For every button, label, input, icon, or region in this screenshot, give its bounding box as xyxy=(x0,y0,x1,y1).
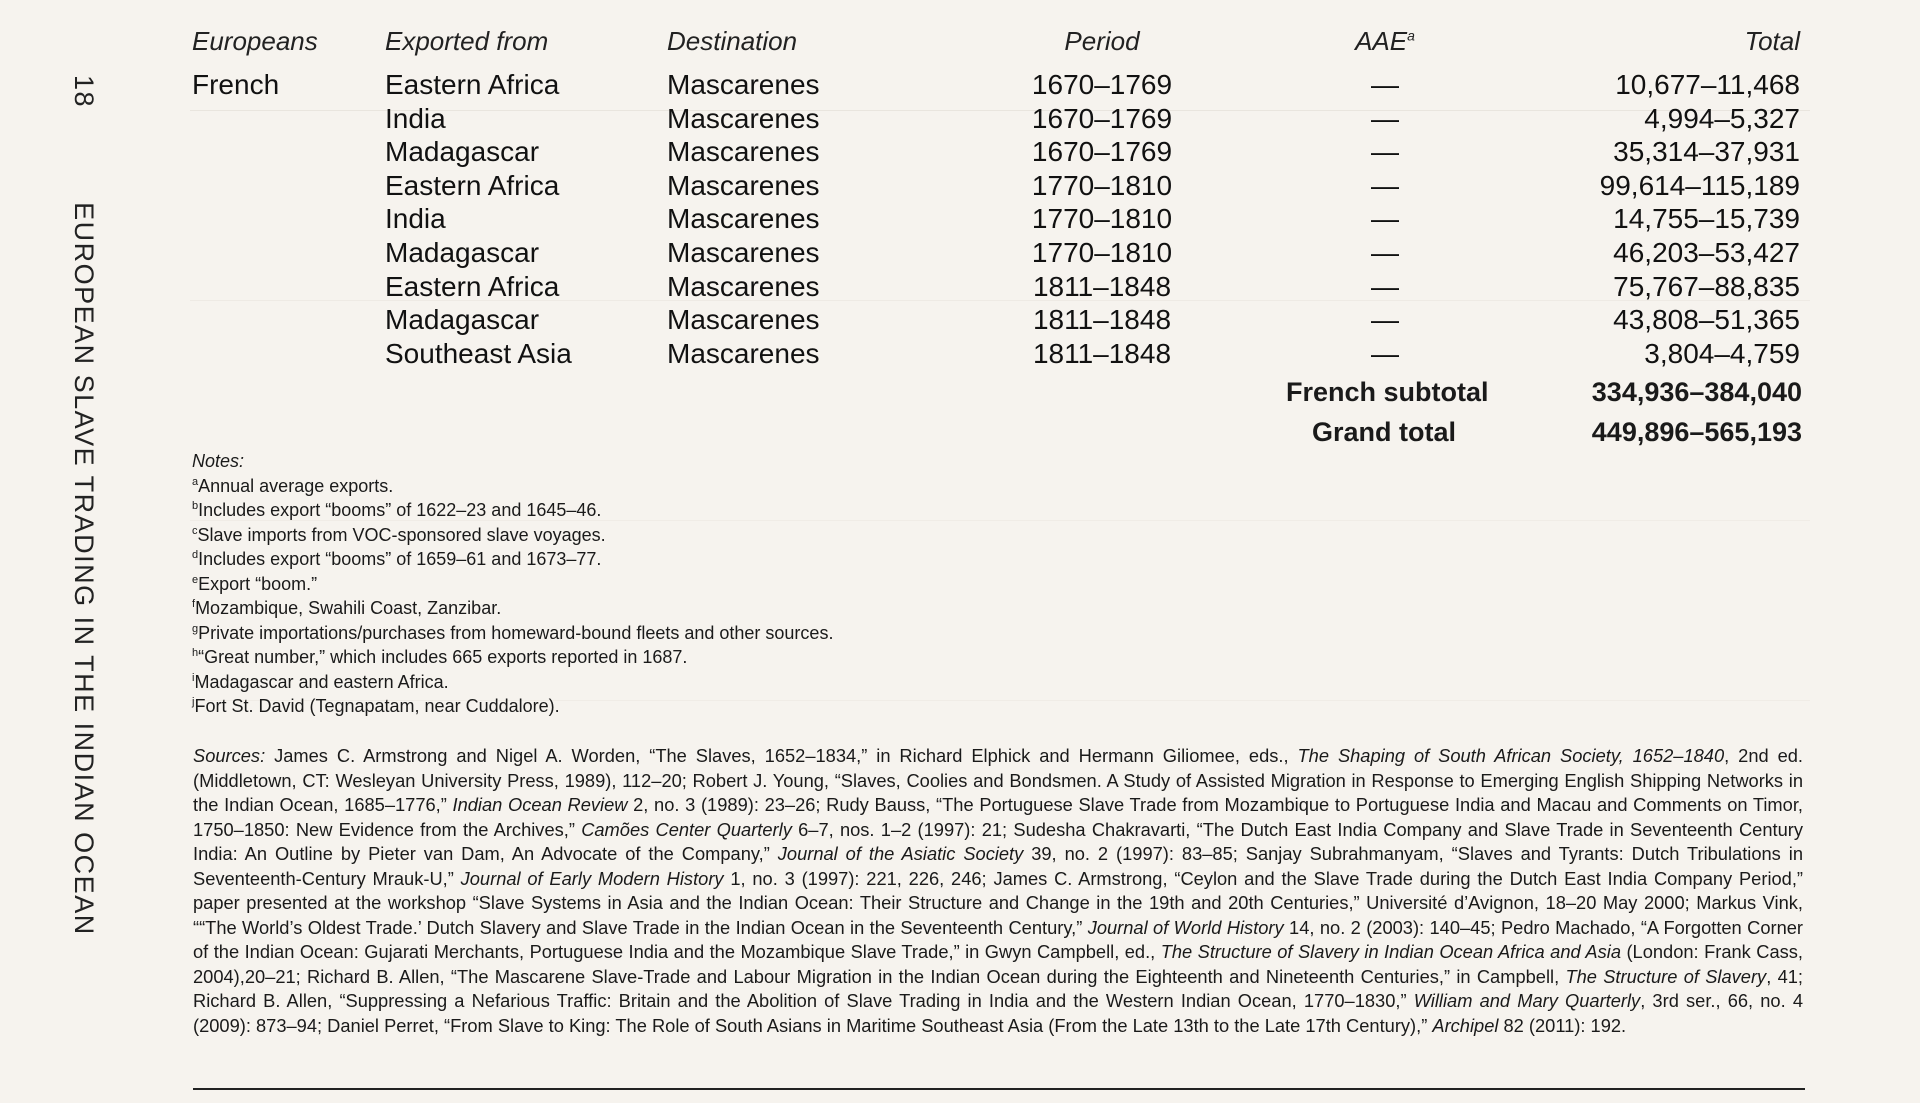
cell-total: 43,808–51,365 xyxy=(1613,304,1800,336)
cell-exported-from: Eastern Africa xyxy=(385,69,560,100)
sources-text xyxy=(193,745,1803,1036)
cell-period: 1670–1769 xyxy=(1031,69,1173,100)
note-text: Annual average exports. xyxy=(198,475,394,496)
bottom-rule xyxy=(193,1088,1805,1090)
cell-destination: Mascarenes xyxy=(667,304,820,336)
source-text: 14, no. 2 (2003): 140–45; Pedro Machado, “A Forgotten Corner of the Indian Ocean: Gujarati Merchants, Portuguese India and the Mozambique Slave Trade,” in Gwyn Campbell, ed., xyxy=(193,916,1803,962)
cell-destination: Mascarenes xyxy=(667,102,820,134)
header-exported-from: Exported from xyxy=(385,26,549,56)
cell-aae: — xyxy=(1371,69,1399,100)
note-item xyxy=(192,694,833,719)
page-number: 18 xyxy=(69,75,99,109)
cell-period: 1811–1848 xyxy=(1032,270,1172,302)
cell-aae: — xyxy=(1371,337,1399,369)
note-mark: i xyxy=(192,671,195,684)
note-mark: g xyxy=(192,622,199,635)
source-text: , 41; Richard B. Allen, “Suppressing a Nefarious Traffic: Britain and the Abolition of Slave Trading in India and the Western Indian Ocean, 1770–1830,” xyxy=(193,965,1803,1011)
cell-exported-from: Madagascar xyxy=(385,237,540,268)
cell-total: 10,677–11,468 xyxy=(1615,69,1800,100)
note-text: “Great number,” which includes 665 exports reported in 1687. xyxy=(198,647,688,667)
note-text: Includes export “booms” of 1659–61 and 1673–77. xyxy=(198,549,602,569)
source-text: (London: Frank Cass, 2004),20–21; Richard B. Allen, “The Mascarene Slave-Trade and Labour Migration in the Indian Ocean during the Eighteenth and Nineteenth Centuries,” in Campbell, xyxy=(193,941,1803,987)
note-mark: j xyxy=(192,696,195,708)
cell-exported-from: Eastern Africa xyxy=(385,270,560,302)
header-destination: Destination xyxy=(667,26,798,56)
cell-period: 1670–1769 xyxy=(1031,136,1173,168)
note-mark: a xyxy=(192,475,199,488)
source-title: The Structure of Slavery xyxy=(1565,965,1767,987)
header-aae: AAE$^a$ xyxy=(1355,26,1415,56)
source-text: 1, no. 3 (1997): 221, 226, 246; James C. Armstrong, “Ceylon and the Slave Trade during the Dutch East India Company Period,” paper presented at the workshop “Slave Systems in Asia and the Indian Ocean: Their Structure and Change in the 19th and 20th Centuries,” Université d’Avignon, 18–20 May 2000; Markus Vink, ““The World’s Oldest Trade.’ Dutch Slavery and Slave Trade in the Indian Ocean in the Seventeenth Century,” xyxy=(193,867,1804,938)
note-mark: e xyxy=(192,573,199,586)
cell-europeans: French xyxy=(192,69,280,100)
header-europeans: Europeans xyxy=(192,26,318,56)
cell-destination: Mascarenes xyxy=(667,270,820,302)
notes-list xyxy=(192,474,833,719)
cell-exported-from: Southeast Asia xyxy=(385,337,572,369)
cell-aae: — xyxy=(1371,136,1399,168)
cell-aae: — xyxy=(1371,102,1399,134)
cell-total: 4,994–5,327 xyxy=(1644,102,1800,134)
cell-period: 1811–1848 xyxy=(1032,337,1172,369)
note-text: Fort St. David (Tegnapatam, near Cuddalore). xyxy=(194,696,560,716)
note-mark: c xyxy=(192,524,198,537)
header-total: Total xyxy=(1744,26,1800,56)
cell-aae: — xyxy=(1371,169,1399,201)
note-text: Mozambique, Swahili Coast, Zanzibar. xyxy=(195,598,502,618)
note-text: Madagascar and eastern Africa. xyxy=(194,671,449,692)
cell-period: 1770–1810 xyxy=(1031,203,1173,235)
cell-total: 75,767–88,835 xyxy=(1613,270,1800,302)
cell-destination: Mascarenes xyxy=(667,169,820,201)
source-text: , 2nd ed. (Middletown, CT: Wesleyan University Press, 1989), 112–20; Robert J. Young, “Slaves, Coolies and Bondsmen. A Study of Assisted Migration in Response to Emerging English Shipping Networks in the Indian Ocean, 1685–1776,” xyxy=(193,745,1804,815)
cell-total: 14,755–15,739 xyxy=(1613,203,1800,235)
cell-aae: — xyxy=(1371,304,1399,336)
cell-period: 1811–1848 xyxy=(1032,304,1172,336)
cell-destination: Mascarenes xyxy=(667,69,820,100)
source-title: The Structure of Slavery in Indian Ocean Africa and Asia xyxy=(1160,941,1621,962)
cell-total: 35,314–37,931 xyxy=(1613,136,1800,168)
cell-destination: Mascarenes xyxy=(667,203,820,235)
source-text: 82 (2011): 192. xyxy=(1498,1014,1627,1036)
note-item xyxy=(192,523,833,548)
cell-total: 46,203–53,427 xyxy=(1613,237,1800,268)
cell-exported-from: Eastern Africa xyxy=(385,169,560,201)
note-mark: f xyxy=(192,598,196,610)
source-text: 2, no. 3 (1989): 23–26; Rudy Bauss, “The Portuguese Slave Trade from Mozambique to Portuguese India and Macau and Comments on Timor, 1750–1850: New Evidence from the Archives,” xyxy=(193,794,1803,840)
grand-total-value: 449,896–565,193 xyxy=(1591,417,1802,447)
note-text: Export “boom.” xyxy=(198,573,318,594)
cell-period: 1670–1769 xyxy=(1031,102,1173,134)
cell-period: 1770–1810 xyxy=(1031,237,1173,268)
note-item xyxy=(192,645,833,670)
header-period: Period xyxy=(1064,26,1140,56)
source-title: Journal of Early Modern History xyxy=(460,867,724,889)
source-title: Archipel xyxy=(1432,1014,1499,1036)
note-item xyxy=(192,498,833,523)
source-title: William and Mary Quarterly xyxy=(1413,990,1641,1011)
source-title: Journal of World History xyxy=(1087,916,1284,938)
cell-destination: Mascarenes xyxy=(667,337,820,369)
notes-title: Notes: xyxy=(192,451,245,471)
note-text: Private importations/purchases from homeward-bound fleets and other sources. xyxy=(198,622,834,643)
grand-total-label: Grand total xyxy=(1312,417,1457,447)
sources xyxy=(193,744,1803,1038)
source-title: Camões Center Quarterly xyxy=(581,818,792,840)
sources-label: Sources: xyxy=(193,745,266,766)
subtotal-label: French subtotal xyxy=(1286,377,1489,407)
source-text: 39, no. 2 (1997): 83–85; Sanjay Subrahmanyam, “Slaves and Tyrants: Dutch Tribulations in Seventeenth-Century Mrauk-U,” xyxy=(193,843,1803,889)
source-text: James C. Armstrong and Nigel A. Worden, “The Slaves, 1652–1834,” in Richard Elphick and Hermann Giliomee, eds., xyxy=(265,745,1298,766)
note-item xyxy=(192,547,833,572)
running-head xyxy=(68,75,99,936)
cell-exported-from: Madagascar xyxy=(385,304,540,336)
cell-destination: Mascarenes xyxy=(667,136,820,168)
note-text: Slave imports from VOC-sponsored slave voyages. xyxy=(197,524,606,545)
cell-exported-from: Madagascar xyxy=(385,136,540,168)
note-mark: h xyxy=(192,647,199,659)
source-text: , 3rd ser., 66, no. 4 (2009): 873–94; Daniel Perret, “From Slave to King: The Role of South Asians in Maritime Southeast Asia (From the Late 13th to the Late 17th Century),” xyxy=(193,990,1803,1036)
cell-destination: Mascarenes xyxy=(667,237,820,268)
cell-aae: — xyxy=(1371,237,1399,268)
note-mark: d xyxy=(192,549,199,561)
source-title: Journal of the Asiatic Society xyxy=(777,843,1024,864)
source-text: 6–7, nos. 1–2 (1997): 21; Sudesha Chakravarti, “The Dutch East India Company and Slave Trade in Seventeenth Century India: An Outline by Pieter van Dam, An Advocate of the Company,” xyxy=(193,818,1803,864)
cell-aae: — xyxy=(1371,203,1399,235)
cell-total: 99,614–115,189 xyxy=(1599,169,1800,201)
notes xyxy=(192,449,833,719)
note-item xyxy=(192,474,833,499)
note-item xyxy=(192,670,833,695)
source-title: The Shaping of South African Society, 1652–1840 xyxy=(1297,745,1725,766)
note-item xyxy=(192,572,833,597)
cell-exported-from: India xyxy=(385,203,446,235)
note-mark: b xyxy=(192,500,199,512)
running-title: EUROPEAN SLAVE TRADING IN THE INDIAN OCEAN xyxy=(69,202,99,936)
cell-exported-from: India xyxy=(385,102,446,134)
note-text: Includes export “booms” of 1622–23 and 1645–46. xyxy=(198,500,602,520)
note-item xyxy=(192,596,833,621)
cell-total: 3,804–4,759 xyxy=(1644,337,1800,369)
source-title: Indian Ocean Review xyxy=(452,794,628,815)
cell-aae: — xyxy=(1371,270,1399,302)
cell-period: 1770–1810 xyxy=(1031,169,1173,201)
subtotal-value: 334,936–384,040 xyxy=(1591,377,1802,407)
note-item xyxy=(192,621,833,646)
